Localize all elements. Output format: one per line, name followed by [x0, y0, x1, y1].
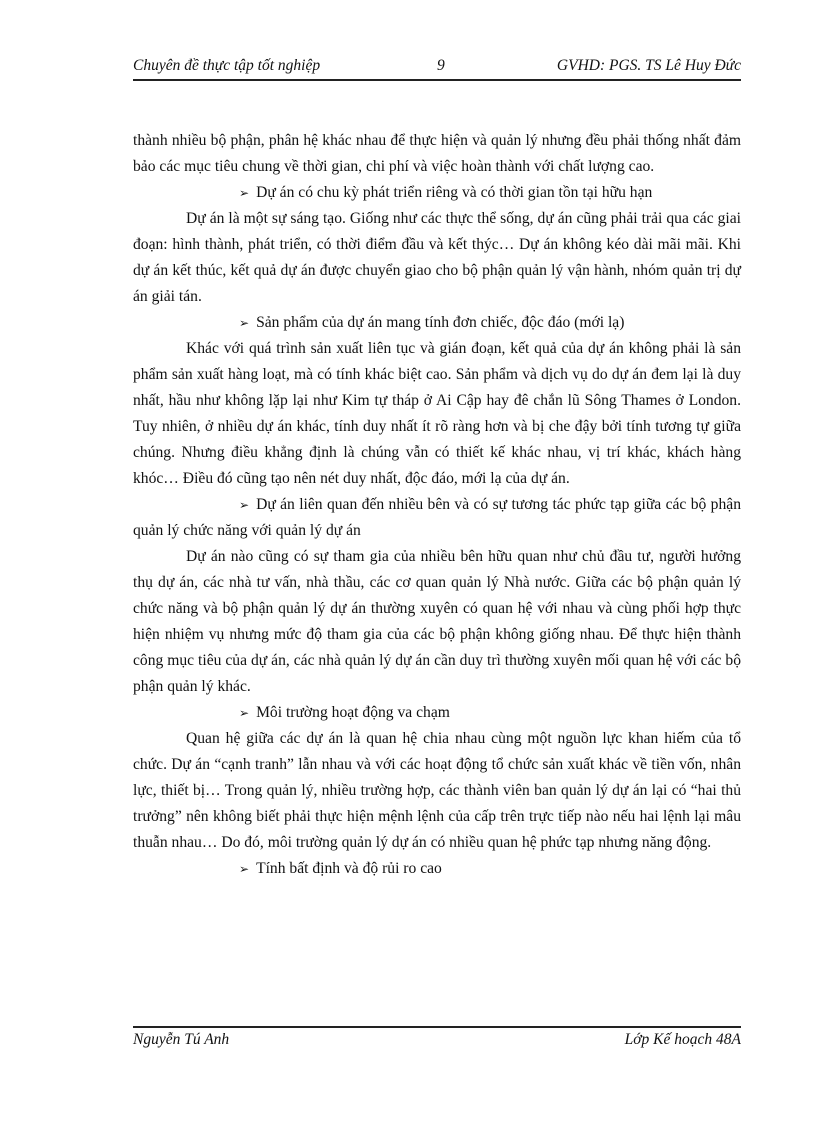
arrow-bullet-icon: ➢	[239, 862, 250, 876]
page-number: 9	[437, 57, 445, 74]
header-advisor: GVHD: PGS. TS Lê Huy Đức	[556, 57, 741, 74]
bullet-item	[133, 856, 741, 882]
page-footer	[133, 1031, 741, 1053]
paragraph: Dự án nào cũng có sự tham gia của nhiều bên hữu quan như chủ đầu tư, người hưởng thụ dự án, các nhà tư vấn, nhà thầu, các cơ quan quản lý Nhà nước. Giữa các bộ phận quản lý chức năng và bộ phận quản lý dự án thường xuyên có quan hệ với nhau và cùng phối hợp thực hiện nhiệm vụ nhưng mức độ tham gia của các bộ phận không giống nhau. Để thực hiện thành công mục tiêu của dự án, các nhà quản lý dự án cần duy trì thường xuyên mối quan hệ với các bộ phận quản lý khác.	[133, 548, 741, 695]
paragraph: Khác với quá trình sản xuất liên tục và gián đoạn, kết quả của dự án không phải là sản phẩm sản xuất hàng loạt, mà có tính khác biệt cao. Sản phẩm và dịch vụ do dự án đem lại là duy nhất, hầu như không lặp lại như Kim tự tháp ở Ai Cập hay đê chắn lũ Sông Thames ở London. Tuy nhiên, ở nhiều dự án khác, tính duy nhất ít rõ ràng hơn và bị che đậy bởi tính tương tự giữa chúng. Nhưng điều khẳng định là chúng vẫn có thiết kế khác nhau, vị trí khác, khách hàng khóc… Điều đó cũng tạo nên nét duy nhất, độc đáo, mới lạ của dự án.	[133, 340, 741, 487]
bullet-text: Tính bất định và độ rủi ro cao	[256, 860, 442, 877]
header-divider	[133, 79, 741, 81]
page-header	[133, 57, 741, 79]
header-title: Chuyên đề thực tập tốt nghiệp	[133, 57, 321, 74]
arrow-bullet-icon: ➢	[239, 498, 250, 512]
bullet-text: Dự án có chu kỳ phát triển riêng và có thời gian tồn tại hữu hạn	[256, 184, 653, 201]
footer-class: Lớp Kế hoạch 48A	[624, 1031, 741, 1048]
bullet-item	[133, 180, 741, 206]
bullet-text: Sản phẩm của dự án mang tính đơn chiếc, độc đáo (mới lạ)	[256, 314, 625, 331]
footer-divider	[133, 1026, 741, 1028]
arrow-bullet-icon: ➢	[239, 186, 250, 200]
footer-author: Nguyễn Tú Anh	[133, 1031, 230, 1048]
bullet-text: Môi trường hoạt động va chạm	[256, 704, 450, 721]
bullet-item	[133, 310, 741, 336]
bullet-item	[133, 492, 741, 544]
bullet-item	[133, 700, 741, 726]
paragraph: Dự án là một sự sáng tạo. Giống như các thực thể sống, dự án cũng phải trải qua các giai đoạn: hình thành, phát triển, có thời điểm đầu và kết thýc… Dự án không kéo dài mãi mãi. Khi dự án kết thúc, kết quả dự án được chuyển giao cho bộ phận quản lý vận hành, nhóm quản trị dự án giải tán.	[133, 210, 741, 305]
arrow-bullet-icon: ➢	[239, 316, 250, 330]
arrow-bullet-icon: ➢	[239, 706, 250, 720]
bullet-text: Dự án liên quan đến nhiều bên và có sự tương tác phức tạp giữa các bộ phận quản lý chức năng với quản lý dự án	[133, 496, 741, 539]
paragraph: Quan hệ giữa các dự án là quan hệ chia nhau cùng một nguồn lực khan hiếm của tổ chức. Dự án “cạnh tranh” lẫn nhau và với các hoạt động tổ chức sản xuất khác về tiền vốn, nhân lực, thiết bị… Trong quản lý, nhiều trường hợp, các thành viên ban quản lý dự án lại có “hai thủ trưởng” nên không biết phải thực hiện mệnh lệnh của cấp trên trực tiếp nào nếu hai lệnh lại mâu thuẫn nhau… Do đó, môi trường quản lý dự án có nhiều quan hệ phức tạp nhưng năng động.	[133, 730, 741, 851]
document-body	[133, 128, 741, 882]
paragraph: thành nhiều bộ phận, phân hệ khác nhau để thực hiện và quản lý nhưng đều phải thống nhất đảm bảo các mục tiêu chung về thời gian, chi phí và việc hoàn thành với chất lượng cao.	[133, 132, 741, 175]
